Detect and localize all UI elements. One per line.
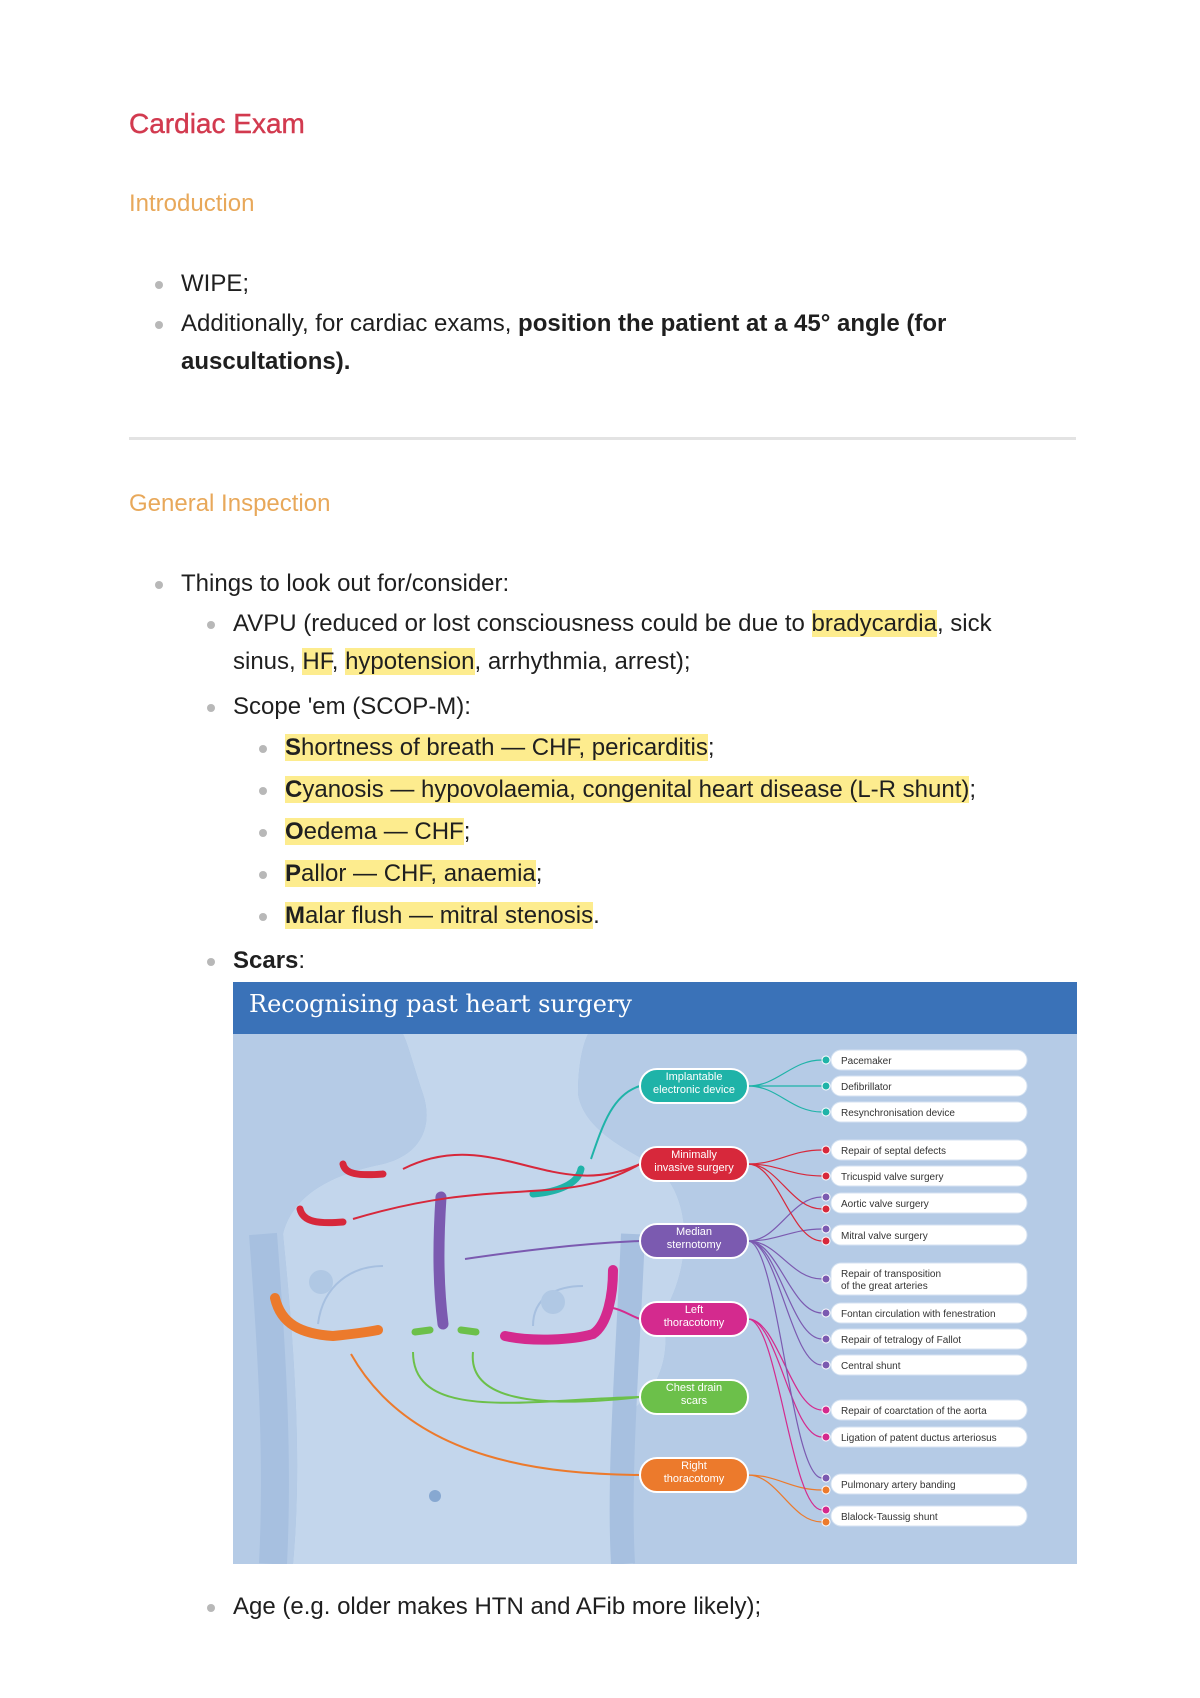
scop-text: yanosis — hypovolaemia, congenital heart disease (L-R shunt) (302, 776, 970, 803)
scop-letter: O (285, 818, 304, 845)
scop-letter: M (285, 902, 305, 929)
procedure-pill (822, 1193, 1027, 1213)
category-label: thoracotomy (663, 1317, 725, 1329)
category-pill (640, 1302, 748, 1336)
category-label: thoracotomy (663, 1473, 725, 1485)
scop-text: edema — CHF (303, 818, 464, 845)
figure-title: Recognising past heart surgery (249, 990, 632, 1018)
category-label: scars (680, 1395, 708, 1407)
procedure-dot (822, 1146, 830, 1154)
procedure-pill (822, 1050, 1027, 1070)
procedure-dot (822, 1309, 830, 1317)
highlight-hf: HF (302, 648, 332, 675)
bold-instruction-continued: auscultations). (181, 348, 351, 375)
list-item-position (181, 305, 1061, 381)
scar-mark (439, 1197, 443, 1324)
procedure-dot (822, 1172, 830, 1180)
category-label: Median (675, 1226, 713, 1238)
category-label: invasive surgery (654, 1162, 734, 1174)
procedure-pill (822, 1427, 1027, 1447)
procedure-label: Repair of coarctation of the aorta (841, 1406, 987, 1417)
procedure-label: Pulmonary artery banding (841, 1480, 956, 1491)
procedure-dot (822, 1361, 830, 1369)
procedure-pill (822, 1166, 1027, 1186)
procedure-dot (822, 1474, 830, 1482)
procedure-label: Tricuspid valve surgery (841, 1172, 944, 1183)
procedure-dot (822, 1518, 830, 1526)
category-label: Implantable (665, 1071, 723, 1083)
procedure-pill (822, 1303, 1027, 1323)
category-pill (640, 1147, 748, 1181)
procedure-dot (822, 1056, 830, 1064)
scop-text: alar flush — mitral stenosis (305, 902, 594, 929)
list-item-scope: Scope 'em (SCOP-M): (233, 693, 471, 720)
procedure-label: Aortic valve surgery (841, 1199, 929, 1210)
list-bullet (259, 829, 267, 837)
scop-end: . (593, 902, 600, 929)
bold-instruction: position the patient at a 45° angle (for (518, 310, 947, 337)
procedure-dot (822, 1082, 830, 1090)
scop-end: ; (969, 776, 977, 803)
procedure-label: Blalock-Taussig shunt (841, 1512, 938, 1523)
scop-item-cyanosis (285, 771, 976, 809)
procedure-dot (822, 1275, 830, 1283)
figure-body (233, 1034, 1077, 1564)
procedure-label: of the great arteries (841, 1281, 928, 1292)
list-bullet (155, 321, 163, 329)
category-pill (640, 1069, 748, 1103)
avpu-text: sinus, (233, 648, 303, 675)
procedure-dot (822, 1486, 830, 1494)
scars-label: Scars (233, 947, 299, 974)
list-item-text: Additionally, for cardiac exams, (181, 310, 519, 337)
category-label: Left (684, 1304, 704, 1316)
list-bullet (155, 581, 163, 589)
section-heading-introduction: Introduction (129, 190, 255, 217)
procedure-pill (822, 1076, 1027, 1096)
category-label: electronic device (653, 1084, 735, 1096)
category-pill (640, 1458, 748, 1492)
list-item-wipe: WIPE; (181, 270, 250, 297)
procedure-dot (822, 1406, 830, 1414)
highlight-bradycardia: bradycardia (811, 610, 937, 637)
category-label: Right (681, 1460, 707, 1472)
section-divider (129, 437, 1076, 440)
procedure-pill (822, 1355, 1027, 1375)
list-bullet (259, 745, 267, 753)
list-bullet (207, 621, 215, 629)
procedure-dot (822, 1225, 830, 1233)
procedure-pill (822, 1140, 1027, 1160)
category-pill (640, 1380, 748, 1414)
list-bullet (207, 1604, 215, 1612)
scop-end: ; (463, 818, 471, 845)
scars-colon: : (298, 947, 306, 974)
list-item-scars (233, 942, 305, 980)
scar-mark (415, 1330, 430, 1332)
list-bullet (259, 913, 267, 921)
section-heading-general-inspection: General Inspection (129, 490, 331, 517)
avpu-text: , arrhythmia, arrest); (474, 648, 691, 675)
list-bullet (259, 871, 267, 879)
procedure-dot (822, 1237, 830, 1245)
procedure-pill (822, 1400, 1027, 1420)
scop-letter: P (285, 860, 302, 887)
avpu-text: , (331, 648, 346, 675)
list-item-age: Age (e.g. older makes HTN and AFib more likely); (233, 1593, 762, 1620)
scop-text: hortness of breath — CHF, pericarditis (301, 734, 708, 761)
heart-surgery-figure (233, 982, 1077, 1564)
procedure-pill (822, 1506, 1027, 1526)
procedure-dot (822, 1193, 830, 1201)
procedure-label: Central shunt (841, 1361, 901, 1372)
procedure-label: Defibrillator (841, 1082, 892, 1093)
scop-item-malar-flush (285, 897, 600, 935)
scop-item-shortness-of-breath (285, 729, 715, 767)
category-pill (640, 1224, 748, 1258)
scar-mark (461, 1330, 476, 1332)
procedure-pill (822, 1102, 1027, 1122)
category-label: Minimally (671, 1149, 717, 1161)
figure-title-bar (233, 982, 1077, 1034)
list-bullet (207, 704, 215, 712)
scop-item-oedema (285, 813, 470, 851)
procedure-label: Repair of septal defects (841, 1146, 947, 1157)
procedure-dot (822, 1433, 830, 1441)
procedure-label: Repair of tetralogy of Fallot (841, 1335, 962, 1346)
avpu-text: , sick (936, 610, 992, 637)
list-bullet (259, 787, 267, 795)
procedure-dot (822, 1108, 830, 1116)
procedure-label: Ligation of patent ductus arteriosus (841, 1433, 997, 1444)
scop-text: allor — CHF, anaemia (301, 860, 536, 887)
highlight-hypotension: hypotension (345, 648, 475, 675)
scop-item-pallor (285, 855, 542, 893)
scop-end: ; (535, 860, 543, 887)
procedure-dot (822, 1335, 830, 1343)
procedure-label: Repair of transposition (841, 1269, 942, 1280)
scop-letter: C (285, 776, 303, 803)
procedure-dot (822, 1506, 830, 1514)
avpu-text: AVPU (reduced or lost consciousness could be due to (233, 610, 812, 637)
list-item-things-to-consider: Things to look out for/consider: (181, 570, 510, 597)
procedure-pill (822, 1225, 1027, 1245)
procedure-pill (822, 1263, 1027, 1295)
scar-diagram (233, 1034, 1077, 1564)
list-item-avpu (233, 605, 1083, 681)
list-bullet (155, 281, 163, 289)
procedure-label: Fontan circulation with fenestration (841, 1309, 996, 1320)
procedure-dot (822, 1205, 830, 1213)
page-title: Cardiac Exam (129, 108, 305, 139)
scop-end: ; (707, 734, 715, 761)
list-bullet (207, 958, 215, 966)
procedure-label: Pacemaker (841, 1056, 892, 1067)
procedure-pill (822, 1329, 1027, 1349)
procedure-pill (822, 1474, 1027, 1494)
procedure-label: Mitral valve surgery (841, 1231, 928, 1242)
scop-letter: S (285, 734, 302, 761)
category-label: sternotomy (666, 1239, 722, 1251)
category-label: Chest drain (665, 1382, 723, 1394)
procedure-label: Resynchronisation device (841, 1108, 955, 1119)
